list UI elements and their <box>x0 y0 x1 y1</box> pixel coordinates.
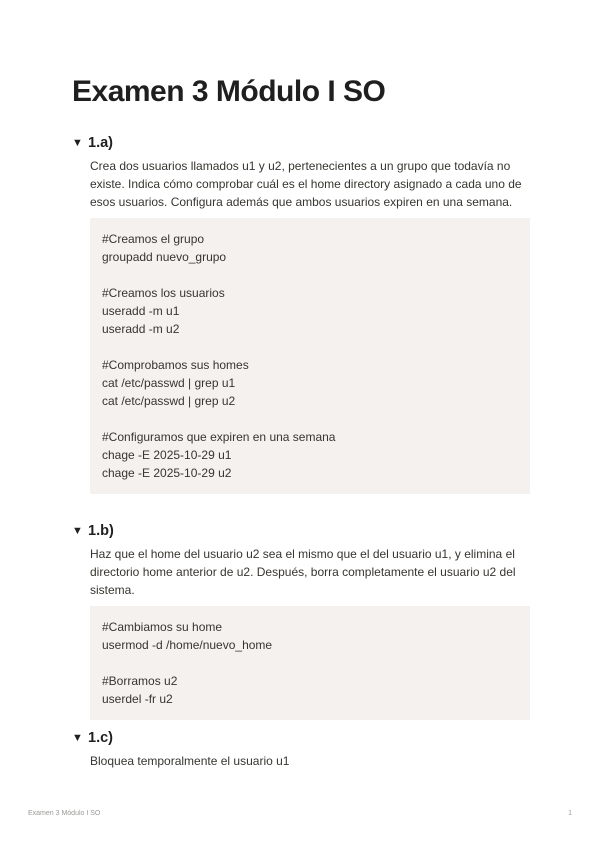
code-line: useradd -m u1 <box>102 304 180 318</box>
toggle-body-1c <box>90 752 530 770</box>
code-line: userdel -fr u2 <box>102 692 173 706</box>
toggle-arrow-icon[interactable]: ▼ <box>72 137 83 149</box>
toggle-body-1a <box>90 157 530 494</box>
code-line: usermod -d /home/nuevo_home <box>102 638 273 652</box>
toggle-header-1b[interactable] <box>72 521 530 541</box>
toggle-section-1c <box>72 728 530 770</box>
toggle-section-1a <box>72 133 530 494</box>
code-line: #Cambiamos su home <box>102 620 223 634</box>
code-line: #Creamos el grupo <box>102 232 205 246</box>
toggle-body-1b <box>90 545 530 720</box>
footer-document-title: Examen 3 Módulo I SO <box>28 810 101 817</box>
code-line: useradd -m u2 <box>102 322 180 336</box>
code-line: chage -E 2025-10-29 u1 <box>102 448 232 462</box>
code-line <box>102 338 518 356</box>
code-line: #Borramos u2 <box>102 674 178 688</box>
code-line <box>102 410 518 428</box>
toggle-header-1a[interactable] <box>72 133 530 153</box>
code-line <box>102 654 518 672</box>
code-line <box>102 266 518 284</box>
toggle-header-1c[interactable] <box>72 728 530 748</box>
question-text-1a: Crea dos usuarios llamados u1 y u2, pertenecientes a un grupo que todavía no existe. Indica cómo comprobar cuál es el home directory asignado a cada uno de esos usuarios. Configura además que ambos usuarios expiren en una semana. <box>90 159 522 209</box>
toggle-title-1a: 1.a) <box>88 135 113 151</box>
question-text-1c: Bloquea temporalmente el usuario u1 <box>90 754 290 768</box>
code-line: #Configuramos que expiren en una semana <box>102 430 336 444</box>
toggle-arrow-icon[interactable]: ▼ <box>72 525 83 537</box>
code-line: chage -E 2025-10-29 u2 <box>102 466 232 480</box>
question-text-1b: Haz que el home del usuario u2 sea el mismo que el del usuario u1, y elimina el directorio home anterior de u2. Después, borra completamente el usuario u2 del sistema. <box>90 547 516 597</box>
code-line: cat /etc/passwd | grep u1 <box>102 376 236 390</box>
toggle-arrow-icon[interactable]: ▼ <box>72 732 83 744</box>
code-line: groupadd nuevo_grupo <box>102 250 227 264</box>
code-block-1a <box>90 218 530 494</box>
code-line: #Creamos los usuarios <box>102 286 225 300</box>
toggle-title-1b: 1.b) <box>88 523 114 539</box>
code-line: cat /etc/passwd | grep u2 <box>102 394 236 408</box>
toggle-title-1c: 1.c) <box>88 730 113 746</box>
footer-page-number: 1 <box>568 810 572 817</box>
toggle-section-1b <box>72 521 530 720</box>
page-title: Examen 3 Módulo I SO <box>72 75 386 108</box>
code-line: #Comprobamos sus homes <box>102 358 249 372</box>
code-block-1b <box>90 606 530 720</box>
